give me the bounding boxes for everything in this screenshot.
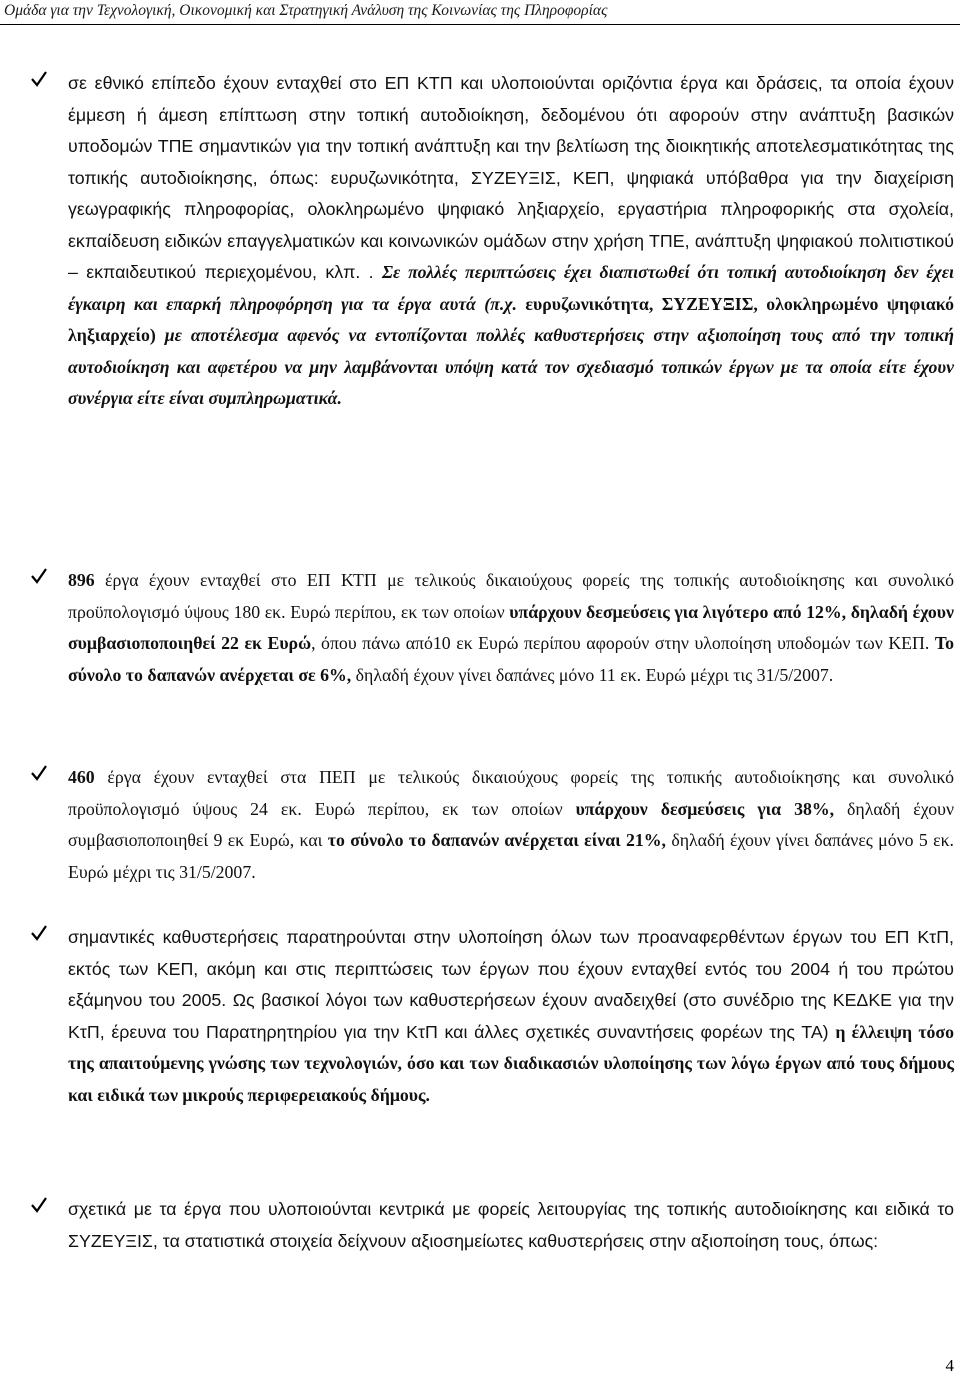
item-3-part-4: δηλαδή έχουν συμβασιοποποιηθεί 9 εκ Ευρώ, και <box>68 798 954 850</box>
item-2-part-2: έργα έχουν ενταχθεί στο ΕΠ ΚΤΠ με τελικούς δικαιούχους φορείς της τοπικής αυτοδιοίκησης και συνολικό προϋπολογισμό ύψους 180 εκ. Ευρώ περίπου, εκ των οποίων <box>68 570 954 622</box>
item-4-part-2: η έλλειψη τόσο της απαιτούμενης γνώσης των τεχνολογιών, όσο και των διαδικασιών υλοποίησης των λόγω έργων από τους δήμους και ειδικά των μικρούς περιφερειακούς δήμους. <box>68 1021 954 1105</box>
item-2-part-1: 896 <box>68 570 95 590</box>
checkmark-icon <box>30 924 48 942</box>
bullet-item-4-text <box>68 922 954 1111</box>
bullet-item-2 <box>30 565 956 691</box>
checkmark-icon <box>30 567 48 585</box>
bullet-item-5 <box>30 1194 956 1257</box>
checkmark-icon <box>30 70 48 88</box>
item-5-part-1: σχετικά με τα έργα που υλοποιούνται κεντρικά με φορείς λειτουργίας της τοπικής αυτοδιοίκησης και ειδικά το ΣΥΖΕΥΞΙΣ, τα στατιστικά στοιχεία δείχνουν αξιοσημείωτες καθυστερήσεις στην αξιοποίηση τους, όπως: <box>68 1199 954 1251</box>
running-header-title: Ομάδα για την Τεχνολογική, Οικονομική και Στρατηγική Ανάλυση της Κοινωνίας της Πληροφορίας <box>4 2 608 19</box>
item-2-part-6: δηλαδή έχουν γίνει δαπάνες μόνο 11 εκ. Ευρώ μέχρι τις 31/5/2007. <box>351 664 834 685</box>
item-3-part-5: το σύνολο το δαπανών ανέρχεται είναι 21%, <box>327 830 666 850</box>
item-3-part-3: υπάρχουν δεσμεύσεις για 38%, <box>575 798 835 819</box>
item-1-part-2: Σε πολλές περιπτώσεις έχει διαπιστωθεί ότι τοπική αυτοδιοίκηση δεν έχει έγκαιρη και επαρκή πληροφόρηση για τα έργα αυτά (π.χ. <box>68 262 954 314</box>
bullet-item-1-text <box>68 68 954 415</box>
item-1-part-1: σε εθνικό επίπεδο έχουν ενταχθεί στο ΕΠ ΚΤΠ και υλοποιούνται οριζόντια έργα και δράσεις, τα οποία έχουν έμμεση ή άμεση επίπτωση στην τοπική αυτοδιοίκηση, δεδομένου ότι αφορούν στην ανάπτυξη βασικών υποδομών ΤΠΕ σημαντικών για την τοπική ανάπτυξη και την βελτίωση της διοικητικής αποτελεσματικότητας της τοπικής αυτοδιοίκησης, όπως: ευρυζωνικότητα, ΣΥΖΕΥΞΙΣ, ΚΕΠ, ψηφιακά υπόβαθρα για την διαχείριση γεωγραφικής πληροφορίας, ολοκληρωμένο ψηφιακό ληξιαρχείο, εργαστήρια πληροφορικής στα σχολεία, εκπαίδευση ειδικών επαγγελματικών και κοινωνικών ομάδων στην χρήση ΤΠΕ, ανάπτυξη ψηφιακού πολιτιστικού – εκπαιδευτικού περιεχομένου, κλπ. . <box>68 73 954 282</box>
bullet-item-3-text <box>68 762 954 888</box>
item-1-part-4: με αποτέλεσμα αφενός να εντοπίζονται πολλές καθυστερήσεις στην αξιοποίηση τους από την τοπική αυτοδιοίκηση και αφετέρου να μην λαμβάνονται υπόψη κατά τον σχεδιασμό τοπικών έργων με τα οποία είτε έχουν συνέργια είτε είναι συμπληρωματικά. <box>68 325 954 408</box>
running-header <box>0 0 960 26</box>
checkmark-icon <box>30 1196 48 1214</box>
bullet-item-3 <box>30 762 956 888</box>
header-divider <box>0 24 960 25</box>
bullet-item-1 <box>30 68 956 415</box>
item-1-part-3: ευρυζωνικότητα, ΣΥΖΕΥΞΙΣ, ολοκληρωμένο ψηφιακό ληξιαρχείο) <box>68 293 954 345</box>
page-number: 4 <box>945 1356 954 1375</box>
item-3-part-6: δηλαδή έχουν γίνει δαπάνες μόνο 5 εκ. Ευρώ μέχρι τις 31/5/2007. <box>68 830 954 882</box>
bullet-item-2-text <box>68 565 954 691</box>
item-2-part-3: υπάρχουν δεσμεύσεις για λιγότερο από 12%, δηλαδή έχουν συμβασιοποποιηθεί 22 εκ Ευρώ <box>68 601 954 653</box>
checkmark-icon <box>30 764 48 782</box>
item-3-part-2: έργα έχουν ενταχθεί στα ΠΕΠ με τελικούς δικαιούχους φορείς της τοπικής αυτοδιοίκησης και συνολικό προϋπολογισμό ύψους 24 εκ. Ευρώ περίπου, εκ των οποίων <box>68 767 954 819</box>
item-3-part-1: 460 <box>68 767 95 787</box>
item-4-part-1: σημαντικές καθυστερήσεις παρατηρούνται στην υλοποίηση όλων των προαναφερθέντων έργων του ΕΠ ΚτΠ, εκτός των ΚΕΠ, ακόμη και στις περιπτώσεις των έργων που έχουν ενταχθεί εντός του 2004 ή του πρώτου εξάμηνου του 2005. Ως βασικοί λόγοι των καθυστερήσεων έχουν αναδειχθεί (στο συνέδριο της ΚΕΔΚΕ για την ΚτΠ, έρευνα του Παρατηρητηρίου για την ΚτΠ και άλλες σχετικές συναντήσεις φορέων της ΤΑ) <box>68 927 954 1042</box>
item-2-part-5: Το σύνολο το δαπανών ανέρχεται σε 6%, <box>68 633 954 685</box>
bullet-item-5-text <box>68 1194 954 1257</box>
item-2-part-4: , όπου πάνω από10 εκ Ευρώ περίπου αφορούν στην υλοποίηση υποδομών των ΚΕΠ. <box>311 633 935 653</box>
bullet-item-4 <box>30 922 956 1111</box>
